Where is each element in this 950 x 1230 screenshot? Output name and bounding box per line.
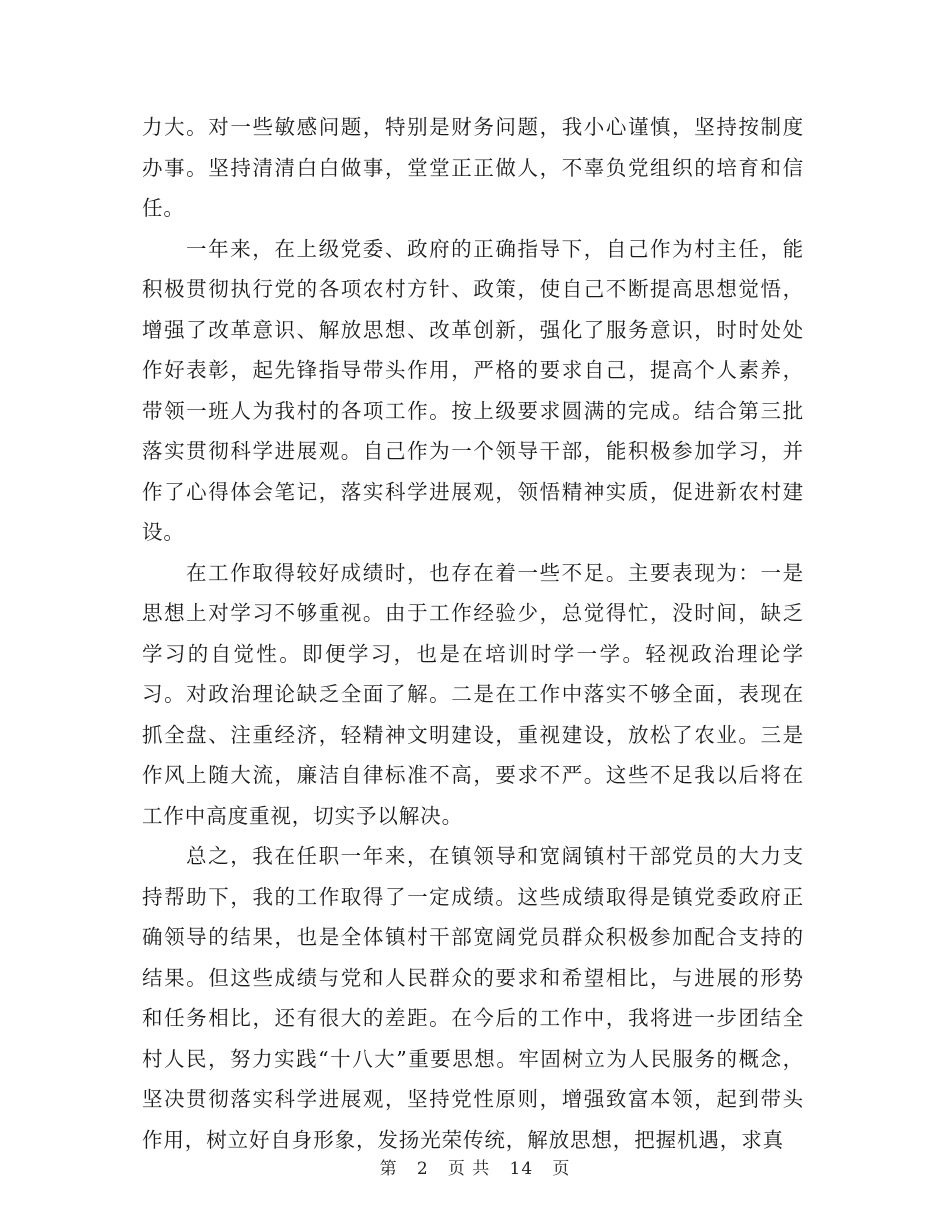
footer-middle: 页 共 xyxy=(447,1159,491,1179)
paragraph-shortcomings: 在工作取得较好成绩时，也存在着一些不足。主要表现为：一是思想上对学习不够重视。由于工作经验少，总觉得忙，没时间，缺乏学习的自觉性。即便学习，也是在培训时学一学。轻视政治理论学习。对政治理论缺乏全面了解。二是在工作中落实不够全面，表现在抓全盘、注重经济，轻精神文明建设，重视建设，放松了农业。三是作风上随大流，廉洁自律标准不高，要求不严。这些不足我以后将在工作中高度重视，切实予以解决。 xyxy=(142,560,804,828)
footer-page-number: 2 xyxy=(416,1159,429,1179)
footer-suffix: 页 xyxy=(552,1159,571,1179)
body-text xyxy=(142,107,804,1160)
page-footer xyxy=(0,1154,950,1179)
footer-prefix: 第 xyxy=(379,1159,398,1179)
paragraph-work-summary: 一年来，在上级党委、政府的正确指导下，自己作为村主任，能积极贯彻执行党的各项农村方针、政策，使自己不断提高思想觉悟，增强了改革意识、解放思想、改革创新，强化了服务意识，时时处处作好表彰，起先锋指导带头作用，严格的要求自己，提高个人素养，带领一班人为我村的各项工作。按上级要求圆满的完成。结合第三批落实贯彻科学进展观。自己作为一个领导干部，能积极参加学习，并作了心得体会笔记，落实科学进展观，领悟精神实质，促进新农村建设。 xyxy=(142,236,804,544)
footer-total-pages: 14 xyxy=(509,1159,534,1179)
paragraph-conclusion: 总之，我在任职一年来，在镇领导和宽阔镇村干部党员的大力支持帮助下，我的工作取得了一定成绩。这些成绩取得是镇党委政府正确领导的结果，也是全体镇村干部宽阔党员群众积极参加配合支持的结果。但这些成绩与党和人民群众的要求和希望相比，与进展的形势和任务相比，还有很大的差距。在今后的工作中，我将进一步团结全村人民，努力实践“十八大”重要思想。牢固树立为人民服务的概念，坚决贯彻落实科学进展观，坚持党性原则，增强致富本领，起到带头作用，树立好自身形象，发扬光荣传统，解放思想，把握机遇，求真 xyxy=(142,844,804,1152)
paragraph-continuation: 力大。对一些敏感问题，特别是财务问题，我小心谨慎，坚持按制度办事。坚持清清白白做事，堂堂正正做人，不辜负党组织的培育和信任。 xyxy=(142,115,804,220)
